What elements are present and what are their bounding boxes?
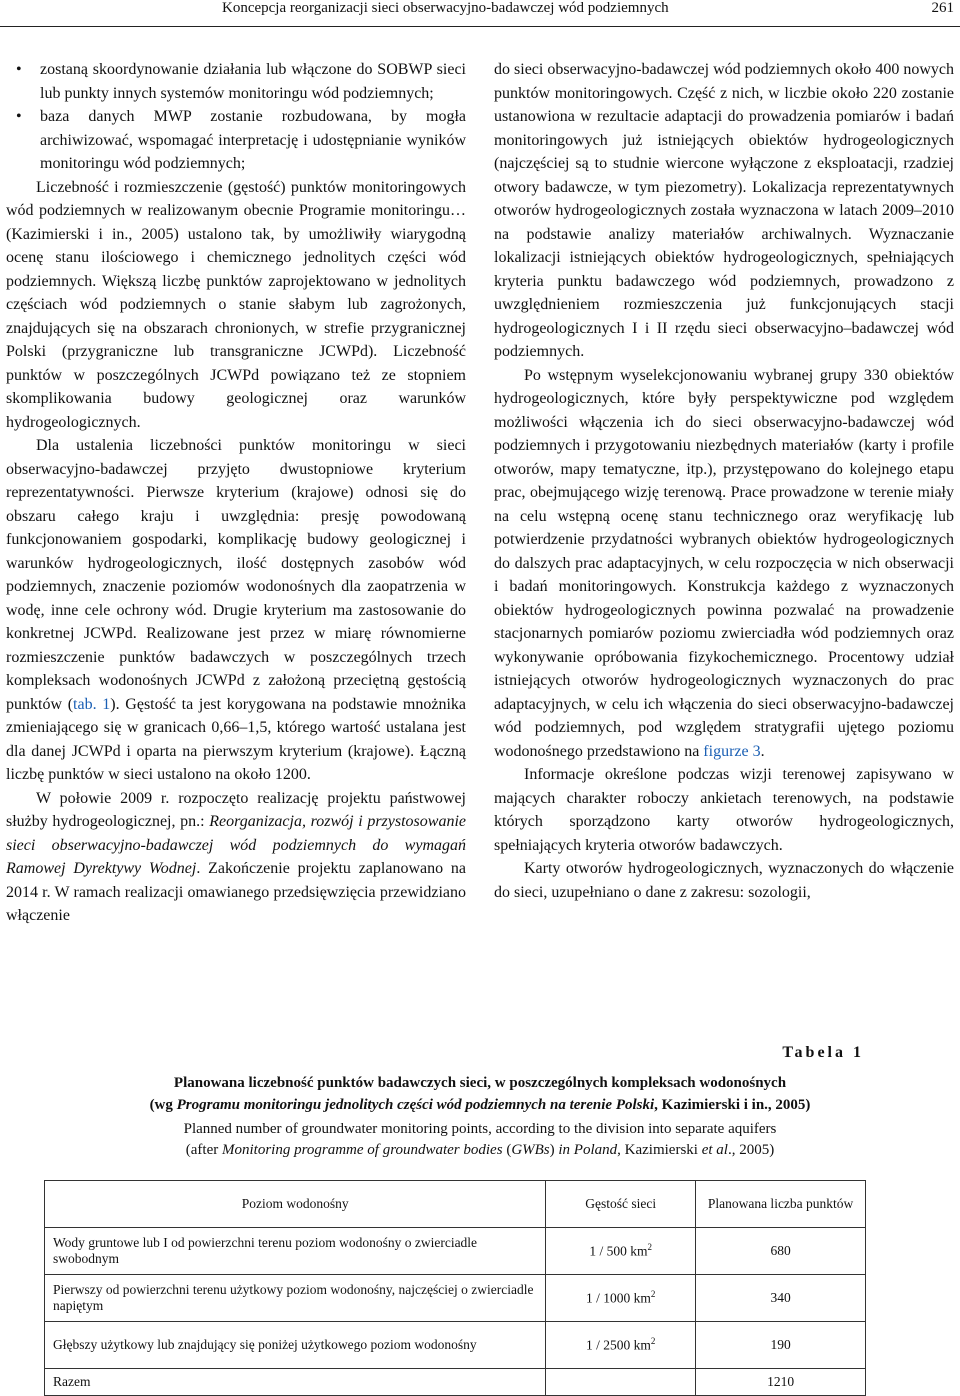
table-reference-link[interactable]: tab. 1 — [73, 695, 111, 713]
aquifer-level-cell: Pierwszy od powierzchni terenu użytkowy poziom wodonośny, najczęściej o zwierciadle napiętym — [45, 1275, 546, 1322]
count-cell: 190 — [696, 1322, 866, 1369]
aquifer-level-cell: Wody gruntowe lub I od powierzchni terenu poziom wodonośny o zwierciadle swobodnym — [45, 1228, 546, 1275]
caption-text: ) — [549, 1142, 559, 1158]
density-value: 1 / 2500 km — [586, 1337, 651, 1353]
paragraph-text: Dla ustalenia liczebności punktów monitoringu w sieci obserwacyjno-badawczej przyjęto dwustopniowe kryterium reprezentatywności. Pierwsze kryterium (krajowe) odnosi się do obszaru całego kraju i uwzględnia: presję powodowaną funkcjonowaniem gospodarki, komplikację budowy geologicznej i warunków hydrogeologicznych, ilość dostępnych zasobów wód podziemnych, znaczenie poziomów wodonośnych dla zaopatrzenia w wodę, inne cele ochrony wód. Drugie kryterium ma zastosowanie do konkretnej JCWPd. Realizowane jest przez w miarę równomierne rozmieszczenie punktów badawczych w poszczególnych trzech kompleksach wodonośnych JCWPd z założoną przeciętną gęstością punktów ( — [6, 437, 466, 713]
caption-italic: in Poland — [558, 1142, 618, 1158]
paragraph: do sieci obserwacyjno-badawczej wód podziemnych około 400 nowych punktów monitoringowych. Część z nich, w liczbie około 220 zostanie ustanowiona w rezultacie adaptacji do prowadzenia pomiarów i badań monitoringowych już istniejących obiektów hydrogeologicznych (najczęściej są to studnie wiercone wyłączone z eksploatacji, rzadziej otwory badawcze, w tym piezometry). Lokalizacja reprezentatywnych otworów hydrogeologicznych została wyznaczona w latach 2009–2010 na podstawie analizy materiałów archiwalnych. Wyznaczanie lokalizacji istniejących obiektów hydrogeologicznych, spełniających kryteria punktu badawczego wód podziemnych, prowadzono z uwzględnieniem rozmieszczenia już funkcjonujących stacji hydrogeologicznych I i II rzędu sieci obserwacyjno–badawczej wód podziemnych. — [494, 61, 954, 360]
paragraph-text: ). Gęstość ta jest korygowana na podstawie mnożnika zmieniającego się w granicach 0,66–1,5, którego wartość ustalana jest dla danej JCWPd i oparta na pierwszym kryterium (krajowe). Łączną liczbę punktów w sieci ustalono na około 1200. — [6, 695, 467, 783]
bullet-list — [6, 58, 466, 176]
caption-text: , Kazimierski — [617, 1142, 702, 1158]
superscript: 2 — [650, 1289, 656, 1300]
caption-line — [0, 1094, 960, 1116]
table-row — [45, 1228, 866, 1275]
caption-text: (after — [185, 1142, 222, 1158]
empty-cell — [546, 1369, 696, 1396]
running-header — [0, 0, 960, 27]
paragraph: Karty otworów hydrogeologicznych, wyznaczonych do włączenie do sieci, uzupełniano o dane z zakresu: sozologii, — [494, 860, 954, 901]
table-label: Tabela 1 — [782, 1044, 864, 1061]
table-caption-polish — [0, 1072, 960, 1116]
paragraph-text: . — [760, 742, 765, 760]
table-header-row — [45, 1181, 866, 1228]
column-header: Poziom wodonośny — [45, 1181, 546, 1228]
count-cell: 340 — [696, 1275, 866, 1322]
count-cell: 680 — [696, 1228, 866, 1275]
density-cell — [546, 1228, 696, 1275]
caption-text: ( — [502, 1142, 512, 1158]
total-label-cell: Razem — [45, 1369, 546, 1396]
caption-text: , Kazimierski i in., 2005) — [654, 1097, 811, 1113]
paragraph-text: Po wstępnym wyselekcjonowaniu wybranej grupy 330 obiektów hydrogeologicznych, które były perspektywiczne pod względem możliwości włączenia ich do sieci obserwacyjno-badawczej wód podziemnych i przygotowaniu niezbędnych materiałów (karty i profile otworów, mapy tematyczne, itp.), przystępowano do kolejnego etapu prac, obejmującego wizję terenową. Prace prowadzone w terenie miały na celu wstępną ocenę stanu technicznego oraz weryfikację lub potwierdzenie przydatności wybranych obiektów hydrogeologicznych do dalszych prac adaptacyjnych, w celu rozpoczęcia w nich obserwacji i badań monitoringowych. Konstrukcja każdego z wyznaczonych obiektów hydrogeologicznych powinna pozwalać na prowadzenie stacjonarnych pomiarów poziomu zwierciadła wód podziemnych oraz wykonywanie opróbowania fizykochemicznego. Procentowy udział istniejących otworów hydrogeologicznych wyznaczonych do prac adaptacyjnych, w celu ich włączenia do sieci obserwacyjno-badawczej wód podziemnych, pod względem stratygrafii ujętego poziomu wodonośnego przedstawiono na — [494, 366, 954, 760]
aquifer-level-cell: Głębszy użytkowy lub znajdujący się poniżej użytkowego poziom wodonośny — [45, 1322, 546, 1369]
density-value: 1 / 1000 km — [586, 1290, 651, 1306]
paragraph: Liczebność i rozmieszczenie (gęstość) punktów monitoringowych wód podziemnych w realizowanym obecnie Programie monitoringu… (Kazimierski i in., 2005) ustalono tak, by umożliwiły wiarygodną ocenę stanu ilościowego i chemicznego jednolitych części wód podziemnych. Większą liczbę punktów zaprojektowano w jednolitych częściach wód podziemnych o stanie słabym lub zagrożonych, znajdujących się na obszarach chronionych, w strefie przygranicznej Polski (przygraniczne lub transgraniczne JCWPd). Liczebność punktów w poszczególnych JCWPd powiązano też ze stopniem skomplikowania budowy geologicznej oraz warunków hydrogeologicznych. — [6, 178, 466, 431]
caption-italic: GWBs — [511, 1142, 550, 1158]
paragraph — [494, 364, 954, 764]
density-cell — [546, 1322, 696, 1369]
right-column — [494, 58, 954, 904]
left-column — [6, 58, 466, 928]
caption-line: Planowana liczebność punktów badawczych sieci, w poszczególnych kompleksach wodonośnych — [173, 1075, 787, 1091]
figure-reference-link[interactable]: figurze 3 — [703, 742, 761, 760]
project-title: Reorganizacja, rozwój i przystosowanie sieci obserwacyjno-badawczej wód podziemnych do wymagań Ramowej Dyrektywy Wodnej — [6, 813, 466, 877]
bullet-item: • zostaną skoordynowanie działania lub włączone do SOBWP sieci lub punkty innych systemów monitoringu wód podziemnych; — [6, 58, 466, 105]
caption-italic: et al — [701, 1142, 728, 1158]
table-row — [45, 1322, 866, 1369]
page-number: 261 — [931, 0, 954, 16]
caption-italic: Monitoring programme of groundwater bodies — [222, 1142, 503, 1158]
caption-line: Planned number of groundwater monitoring points, according to the division into separate aquifers — [183, 1121, 777, 1137]
column-header: Gęstość sieci — [546, 1181, 696, 1228]
paragraph-text: W połowie 2009 r. rozpoczęto realizację projektu państwowej służby hydrogeologicznej, pn.: — [6, 789, 466, 830]
paragraph-text: . Zakończenie projektu zaplanowano na 2014 r. W ramach realizacji omawianego przedsięwzięcia przewidziano włączenie — [6, 860, 466, 924]
paragraph — [6, 787, 466, 928]
table-total-row — [45, 1369, 866, 1396]
caption-line — [0, 1140, 960, 1161]
bullet-item: • baza danych MWP zostanie rozbudowana, by mogła archiwizować, wspomagać interpretację i udostępnianie wyników monitoringu wód podziemnych; — [6, 105, 466, 176]
paragraph: Informacje określone podczas wizji terenowej zapisywano w mających charakter roboczy ankietach terenowych, na podstawie których sporządzono karty otworów hydrogeologicznych, spełniających kryteria otworów badawczych. — [494, 766, 954, 854]
density-cell — [546, 1275, 696, 1322]
total-value-cell: 1210 — [696, 1369, 866, 1396]
caption-text: (wg — [149, 1097, 177, 1113]
table-row — [45, 1275, 866, 1322]
monitoring-points-table — [44, 1180, 866, 1396]
superscript: 2 — [647, 1242, 653, 1253]
superscript: 2 — [650, 1336, 656, 1347]
density-value: 1 / 500 km — [589, 1243, 648, 1259]
column-header: Planowana liczba punktów — [696, 1181, 866, 1228]
table-caption-english — [0, 1119, 960, 1161]
caption-italic: Programu monitoringu jednolitych części wód podziemnych na terenie Polski — [176, 1097, 655, 1113]
paragraph — [6, 434, 466, 787]
caption-text: ., 2005) — [727, 1142, 775, 1158]
running-title: Koncepcja reorganizacji sieci obserwacyjno-badawczej wód podziemnych — [222, 0, 669, 16]
